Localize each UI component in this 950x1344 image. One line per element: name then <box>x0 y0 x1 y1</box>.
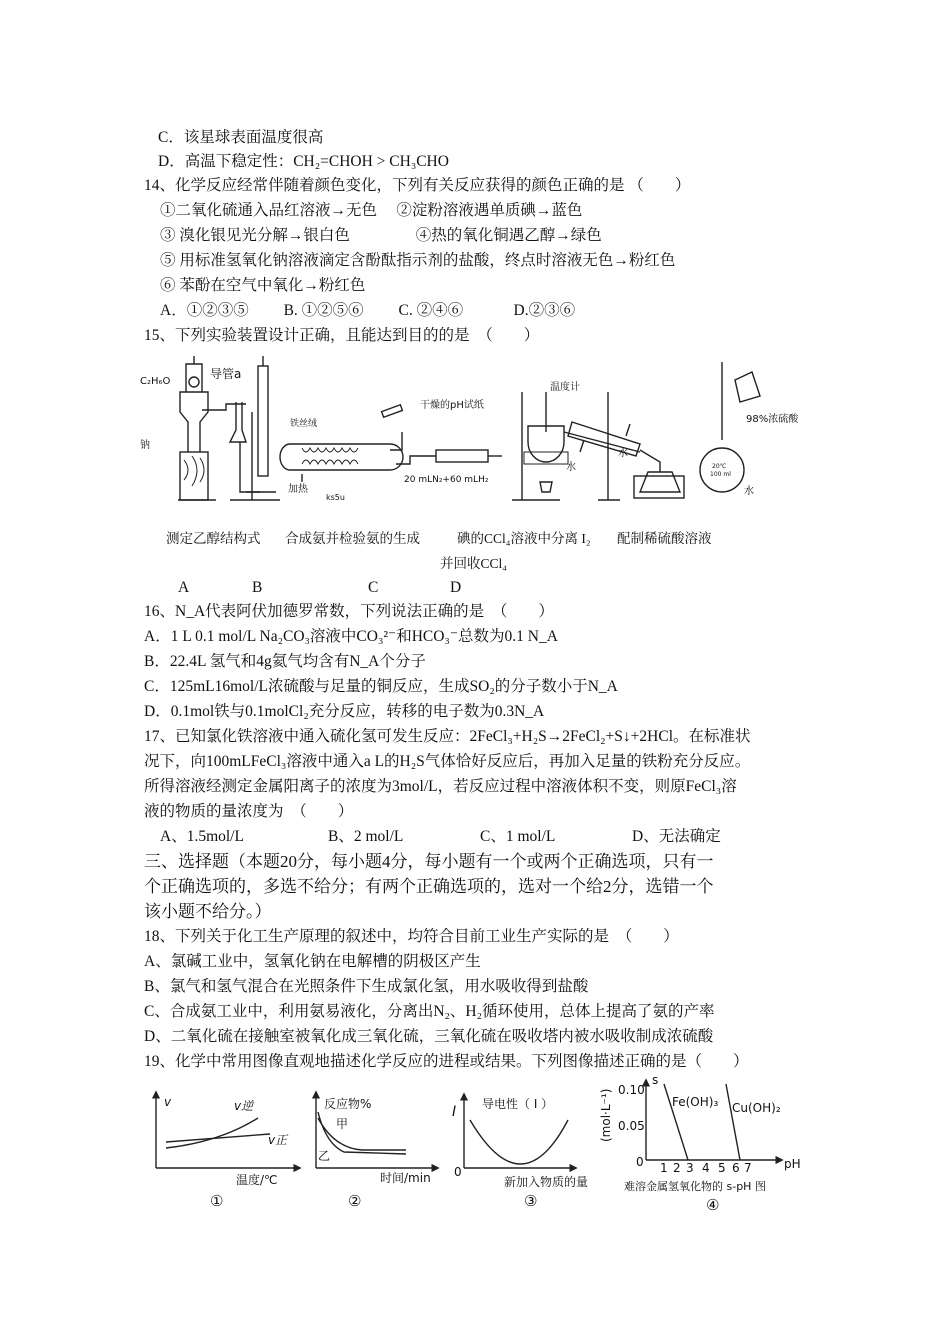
q14-options: A．①②③⑤ B. ①②⑤⑥ C. ②④⑥ D.②③⑥ <box>160 302 576 319</box>
q16-option-b: B．22.4L 氢气和4g氦气均含有N_A个分子 <box>144 653 426 670</box>
acid-beaker <box>735 372 760 402</box>
g3-number: ③ <box>524 1192 538 1210</box>
q15-stem: 15、下列实验装置设计正确，且能达到目的的是 （ ） <box>144 327 540 344</box>
label-thermometer: 温度计 <box>550 382 580 393</box>
g4-s-label: s <box>652 1073 659 1087</box>
flask-a <box>180 392 208 452</box>
g4-curve-cu <box>726 1084 740 1160</box>
q17-line-3: 所得溶液经测定金属阳离子的浓度为3mol/L，若反应过程中溶液体积不变，则原FeCl₃溶 <box>144 778 737 795</box>
label-flask-temp: 20℃ <box>712 463 727 470</box>
q16-stem: 16、N_A代表阿伏加德罗常数，下列说法正确的是 （ ） <box>144 603 554 620</box>
caption-d: 配制稀硫酸溶液 <box>617 531 712 546</box>
g2-curve-jia <box>318 1118 406 1150</box>
caption-c1: 碘的CCl₄溶液中分离 I₂ <box>457 531 591 546</box>
g2-number: ② <box>348 1192 362 1210</box>
g1-number: ① <box>210 1192 224 1210</box>
receiver-flask <box>640 472 680 492</box>
q18-option-d: D、二氧化硫在接触室被氧化成三氧化硫，三氧化硫在吸收塔内被水吸收制成浓硫酸 <box>144 1028 714 1045</box>
q14-item-1: ①二氧化硫通入品红溶液→无色 ②淀粉溶液遇单质碘→蓝色 <box>160 202 583 219</box>
q16-option-a: A．1 L 0.1 mol/L Na₂CO₃溶液中CO₃²⁻和HCO₃⁻总数为0.1 N_A <box>144 628 558 645</box>
q17-option-d: D、无法确定 <box>632 828 721 845</box>
g2-y-label: 反应物% <box>324 1097 372 1111</box>
q14-item-4: ⑥ 苯酚在空气中氧化→粉红色 <box>160 277 366 294</box>
letter-a: A <box>178 579 190 596</box>
volumetric-flask <box>700 448 744 492</box>
g4-ytick-005: 0.05 <box>618 1119 645 1133</box>
label-ph-paper: 干燥的pH试纸 <box>420 400 484 411</box>
q15-apparatus-figure <box>140 352 799 512</box>
q14-stem: 14、化学反应经常伴随着颜色变化，下列有关反应获得的颜色正确的是 （ ） <box>144 177 691 194</box>
g1-x-label: 温度/℃ <box>236 1173 278 1187</box>
label-tube-a: 导管a <box>210 367 242 381</box>
section3-line-2: 个正确选项的，多选不给分；有两个正确选项的，选对一个给2分，选错一个 <box>144 877 714 896</box>
caption-c2: 并回收CCl₄ <box>440 556 507 571</box>
q18-stem: 18、下列关于化工生产原理的叙述中，均符合目前工业生产实际的是 （ ） <box>144 928 679 945</box>
g4-xtick-7: 7 <box>744 1161 752 1175</box>
g1-line-vfwd <box>166 1134 270 1142</box>
g4-xtick-6: 6 <box>732 1161 740 1175</box>
letter-d: D <box>450 579 462 596</box>
label-iron-wire: 铁丝绒 <box>290 419 318 429</box>
g4-number: ④ <box>706 1196 720 1214</box>
g2-label-yi: 乙 <box>318 1149 331 1163</box>
g1-y-label: v <box>164 1095 172 1109</box>
ph-paper <box>382 405 403 417</box>
q17-line-4: 液的物质的量浓度为 （ ） <box>144 803 354 820</box>
label-water: 水 <box>744 486 754 497</box>
g1-label-vrev: v逆 <box>234 1099 254 1113</box>
g4-ytick-0: 0 <box>636 1155 644 1169</box>
q18-option-a: A、氯碱工业中，氢氧化钠在电解槽的阴极区产生 <box>144 953 481 970</box>
label-conc-acid: 98%浓硫酸 <box>746 414 799 425</box>
g3-x-label: 新加入物质的量 <box>504 1175 589 1189</box>
q16-option-c: C．125mL16mol/L浓硫酸与足量的铜反应，生成SO₂的分子数小于N_A <box>144 678 618 695</box>
q17-line-2: 况下，向100mLFeCl₃溶液中通入a L的H₂S气体恰好反应后，再加入足量的铁粉充分反应。 <box>144 753 751 770</box>
q13-option-d: D．高温下稳定性：CH₂=CHOH > CH₃CHO <box>158 153 449 170</box>
g4-ytick-010: 0.10 <box>618 1083 645 1097</box>
g4-xtick-4: 4 <box>702 1161 710 1175</box>
label-water-in: 水 <box>566 462 576 473</box>
g4-xtick-1: 1 <box>660 1161 668 1175</box>
q19-graphs <box>140 1072 820 1222</box>
g3-y-label: I <box>452 1104 457 1120</box>
label-sodium: 钠 <box>140 440 150 451</box>
burette <box>258 366 268 476</box>
q18-option-c: C、合成氨工业中，利用氨易液化，分离出N₂、H₂循环使用，总体上提高了氨的产率 <box>144 1003 715 1020</box>
q16-option-d: D．0.1mol铁与0.1molCl₂充分反应，转移的电子数为0.3N_A <box>144 703 545 720</box>
reaction-tube <box>280 444 403 470</box>
g2-label-jia: 甲 <box>336 1117 349 1131</box>
g3-curve <box>470 1120 568 1164</box>
q14-item-2: ③ 溴化银见光分解→银白色 ④热的氧化铜遇乙醇→绿色 <box>160 227 602 244</box>
label-heat: 加热 <box>288 484 308 495</box>
g4-x-label: pH <box>784 1157 801 1171</box>
label-ks5u: ks5u <box>326 493 345 502</box>
q18-option-b: B、氯气和氢气混合在光照条件下生成氯化氢，用水吸收得到盐酸 <box>144 978 589 995</box>
g2-x-label: 时间/min <box>380 1171 431 1185</box>
q17-option-b: B、2 mol/L <box>328 828 404 845</box>
label-flask-volume: 100 ml <box>710 471 731 478</box>
section3-line-1: 三、选择题（本题20分，每小题4分，每小题有一个或两个正确选项，只有一 <box>144 852 714 871</box>
letter-b: B <box>252 579 263 596</box>
syringe <box>436 450 488 462</box>
label-gas-mix: 20 mLN₂+60 mLH₂ <box>404 475 489 485</box>
caption-a: 测定乙醇结构式 <box>166 531 261 546</box>
g3-title: 导电性（ I ） <box>482 1097 554 1111</box>
q13-option-c: C．该星球表面温度很高 <box>158 129 324 146</box>
g1-curve-vrev <box>166 1118 258 1148</box>
g4-xtick-5: 5 <box>718 1161 726 1175</box>
label-ethanol: C₂H₆O <box>140 376 171 387</box>
g4-xtick-2: 2 <box>673 1161 681 1175</box>
stopcock-icon <box>189 377 199 387</box>
q17-line-1: 17、已知氯化铁溶液中通入硫化氢可发生反应：2FeCl₃+H₂S→2FeCl₂+S↓+2HCl。在标准状 <box>144 728 751 745</box>
g4-label-fe: Fe(OH)₃ <box>672 1095 719 1109</box>
g3-zero: 0 <box>454 1165 462 1179</box>
label-water-out: 水 <box>618 448 628 459</box>
q17-option-a: A、1.5mol/L <box>160 828 244 845</box>
letter-c: C <box>368 579 379 596</box>
q19-stem: 19、化学中常用图像直观地描述化学反应的进程或结果。下列图像描述正确的是（ ） <box>144 1053 749 1070</box>
q17-option-c: C、1 mol/L <box>480 828 556 845</box>
g4-label-cu: Cu(OH)₂ <box>732 1101 781 1115</box>
caption-b: 合成氨并检验氨的生成 <box>285 531 420 546</box>
g4-caption: 难溶金属氢氧化物的 s-pH 图 <box>624 1180 766 1193</box>
g4-xtick-3: 3 <box>686 1161 694 1175</box>
g4-y-label: (mol·L⁻¹) <box>599 1088 613 1142</box>
section3-line-3: 该小题不给分。） <box>144 902 272 921</box>
g1-label-vfwd: v正 <box>268 1133 288 1147</box>
g2-curve-yi <box>318 1112 406 1154</box>
q14-item-3: ⑤ 用标准氢氧化钠溶液滴定含酚酞指示剂的盐酸，终点时溶液无色→粉红色 <box>160 252 676 269</box>
